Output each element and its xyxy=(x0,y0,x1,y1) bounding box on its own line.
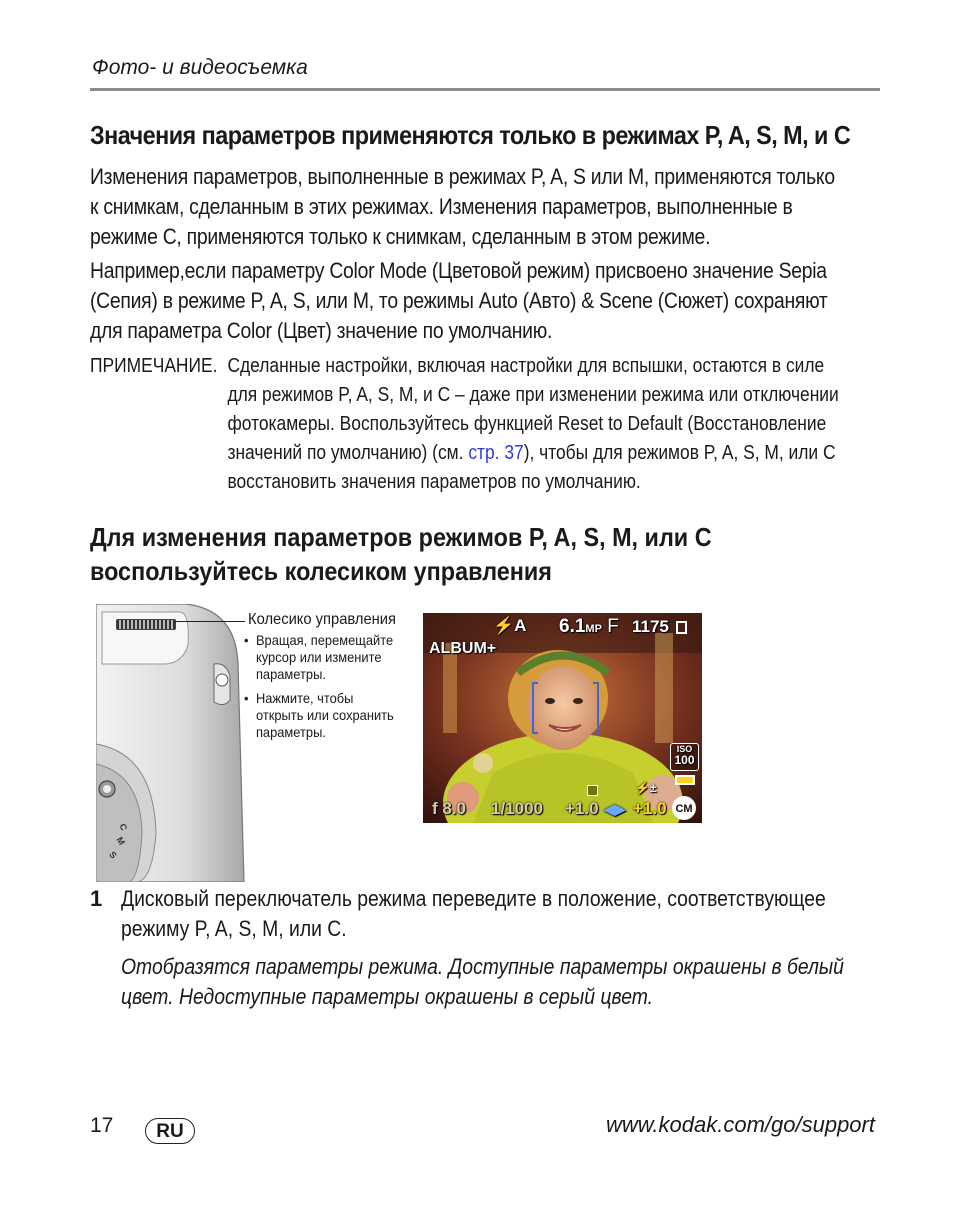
subsection-heading-line2: воспользуйтесь колесиком управления xyxy=(90,556,552,586)
album-indicator: ALBUM+ xyxy=(429,640,497,657)
color-mode-label: CM xyxy=(675,803,693,815)
callout-bullet: • Вращая, перемещайте курсор или измените параметры. xyxy=(244,632,403,683)
callout-leader-line xyxy=(175,621,245,622)
page-number: 17 xyxy=(90,1114,114,1137)
step-number: 1 xyxy=(90,886,103,911)
page-reference-link[interactable]: стр. 37 xyxy=(468,442,524,464)
subsection-heading-line1: Для изменения параметров режимов P, A, S, M, или C xyxy=(90,522,712,552)
aperture-value: f 8.0 xyxy=(432,799,467,818)
callout-bullets xyxy=(244,632,403,748)
mode-dial-letter-c: C xyxy=(117,822,130,832)
megapixel-unit: MP xyxy=(585,623,602,635)
flash-mode-indicator: ⚡A xyxy=(493,616,527,635)
selection-arrows-icon: ◀▶ xyxy=(604,801,626,817)
language-badge: RU xyxy=(145,1118,195,1144)
step-instruction: Дисковый переключатель режима переведите в положение, соответствующее режиму P, A, S, M, или C. xyxy=(121,886,826,941)
memory-card-icon xyxy=(676,621,687,634)
iso-value: 100 xyxy=(674,753,695,767)
shots-remaining: 1175 xyxy=(632,617,669,636)
header-rule xyxy=(90,88,880,91)
megapixel-value: 6.1 xyxy=(559,616,586,637)
note-label: ПРИМЕЧАНИЕ. xyxy=(90,355,218,377)
mode-dial-letter-m: M xyxy=(114,835,127,847)
flash-comp-icon: ⚡± xyxy=(635,781,657,795)
mode-dial-letter-s: S xyxy=(107,849,119,861)
megapixel-indicator xyxy=(559,616,619,638)
note-text-after: ), чтобы для режимов P, A, S, M, или C восстановить значения параметров по умолчанию. xyxy=(227,442,836,493)
paragraph-example: Например,если параметру Color Mode (Цветовой режим) присвоено значение Sepia (Сепия) в режиме P, A, S, или M, то режимы Auto (Авто) & Scene (Сюжет) сохраняют для параметра Color (Цвет) значение по умолчанию. xyxy=(90,258,828,343)
iso-label: ISO xyxy=(676,744,693,754)
control-wheel[interactable] xyxy=(116,619,176,630)
exposure-comp-icon xyxy=(587,785,598,796)
iso-badge xyxy=(670,743,699,771)
subsection-heading xyxy=(90,520,712,588)
callout-bullet: • Нажмите, чтобы открыть или сохранить параметры. xyxy=(244,690,403,741)
section-heading: Значения параметров применяются только в режимах P, A, S, M, и C xyxy=(90,120,851,150)
step-result: Отобразятся параметры режима. Доступные параметры окрашены в белый цвет. Недоступные параметры окрашены в серый цвет. xyxy=(121,954,844,1009)
color-mode-icon xyxy=(672,796,696,820)
battery-icon xyxy=(675,775,695,785)
paragraph-modes: Изменения параметров, выполненные в режимах P, A, S или M, применяются только к снимкам, сделанным в этих режимах. Изменения параметров, выполненные в режиме C, применяются только к снимкам, сделанным в этом режиме. xyxy=(90,164,835,249)
exposure-comp-value: +1.0 xyxy=(565,799,599,818)
shutter-speed-value: 1/1000 xyxy=(491,799,543,818)
flash-comp-value: +1.0 xyxy=(633,799,667,818)
note-text xyxy=(227,352,853,497)
support-url[interactable]: www.kodak.com/go/support xyxy=(605,1112,875,1137)
note-text-before: Сделанные настройки, включая настройки для вспышки, остаются в силе для режимов P, A, S, M, и C – даже при изменении режима или отключении фотокамеры. Воспользуйтесь функцией Reset to Default (Восстановление значений по умолчанию) (см. xyxy=(227,355,839,464)
running-header: Фото- и видеосъемка xyxy=(92,56,308,79)
quality-indicator: F xyxy=(607,616,619,637)
camera-lcd-screen xyxy=(423,613,702,823)
callout-title: Колесико управления xyxy=(248,611,396,628)
